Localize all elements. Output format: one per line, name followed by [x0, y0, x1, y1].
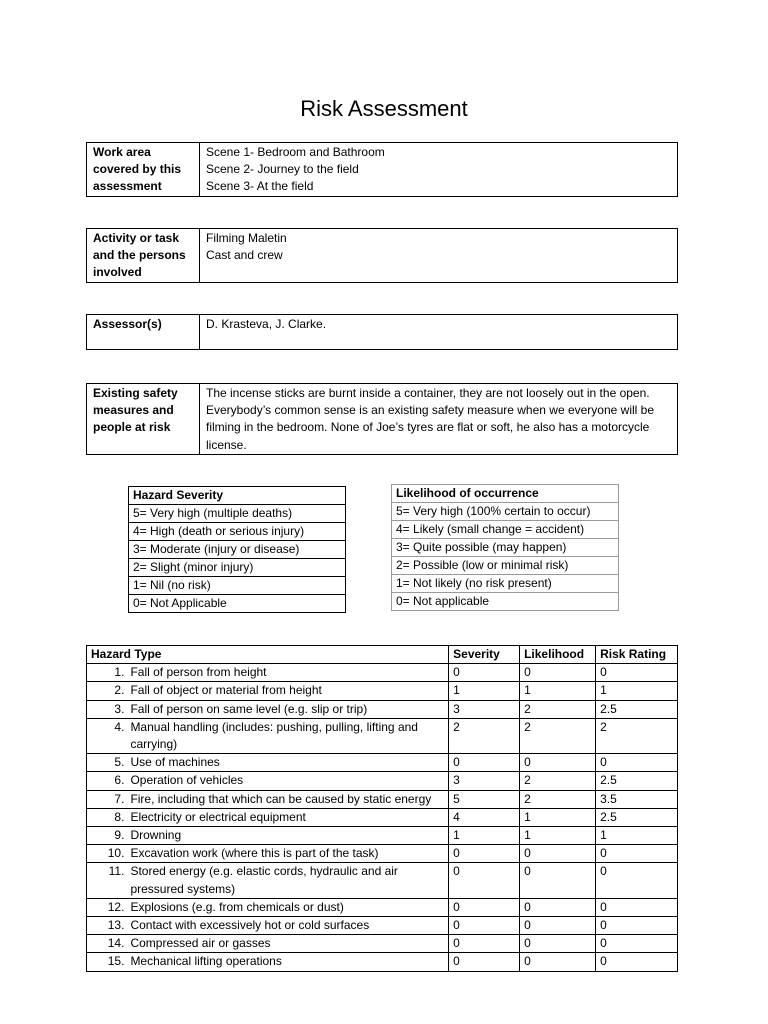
hazard-number: 3.	[87, 700, 127, 718]
hazard-number: 5.	[87, 754, 127, 772]
likelihood-value: 0	[520, 917, 596, 935]
hazard-row	[87, 790, 678, 808]
likelihood-header: Likelihood	[520, 646, 596, 664]
hazard-type-header: Hazard Type	[87, 646, 449, 664]
severity-value: 0	[449, 664, 520, 682]
severity-scale-item: 2= Slight (minor injury)	[129, 559, 346, 577]
likelihood-scale-item: 4= Likely (small change = accident)	[392, 521, 619, 539]
risk-rating-value: 3.5	[596, 790, 678, 808]
page-title: Risk Assessment	[300, 96, 468, 121]
hazard-table-header-row	[87, 646, 678, 664]
hazard-row	[87, 700, 678, 718]
likelihood-value: 0	[520, 863, 596, 898]
work-area-label: Work area covered by this assessment	[87, 143, 200, 197]
risk-rating-value: 0	[596, 754, 678, 772]
risk-rating-value: 0	[596, 863, 678, 898]
risk-rating-value: 1	[596, 682, 678, 700]
safety-label: Existing safety measures and people at risk	[87, 384, 200, 455]
severity-value: 2	[449, 718, 520, 753]
hazard-type: Fall of person on same level (e.g. slip or trip)	[126, 700, 448, 718]
work-area-line: Scene 2- Journey to the field	[206, 162, 359, 177]
severity-scale-table	[128, 486, 346, 613]
safety-table	[86, 383, 678, 455]
risk-rating-value: 0	[596, 917, 678, 935]
hazard-type: Drowning	[126, 827, 448, 845]
work-area-table	[86, 142, 678, 197]
severity-value: 0	[449, 863, 520, 898]
hazard-type: Contact with excessively hot or cold surfaces	[126, 917, 448, 935]
likelihood-scale-item: 3= Quite possible (may happen)	[392, 539, 619, 557]
likelihood-value: 0	[520, 845, 596, 863]
hazard-row	[87, 898, 678, 916]
likelihood-scale-header: Likelihood of occurrence	[392, 485, 619, 503]
work-area-line: Scene 1- Bedroom and Bathroom	[206, 145, 385, 159]
activity-table	[86, 228, 678, 283]
severity-scale-item: 0= Not Applicable	[129, 595, 346, 613]
assessors-value: D. Krasteva, J. Clarke.	[200, 315, 678, 350]
hazard-row	[87, 718, 678, 753]
hazard-number: 4.	[87, 718, 127, 753]
severity-value: 1	[449, 827, 520, 845]
hazard-type: Electricity or electrical equipment	[126, 808, 448, 826]
hazard-number: 13.	[87, 917, 127, 935]
likelihood-scale-item: 1= Not likely (no risk present)	[392, 575, 619, 593]
severity-value: 1	[449, 682, 520, 700]
activity-label: Activity or task and the persons involved	[87, 229, 200, 283]
hazard-table	[86, 645, 678, 972]
hazard-row	[87, 863, 678, 898]
hazard-row	[87, 682, 678, 700]
hazard-type: Excavation work (where this is part of the task)	[126, 845, 448, 863]
hazard-row	[87, 664, 678, 682]
hazard-row	[87, 754, 678, 772]
severity-value: 3	[449, 700, 520, 718]
risk-rating-value: 0	[596, 898, 678, 916]
hazard-type: Stored energy (e.g. elastic cords, hydraulic and air pressured systems)	[126, 863, 448, 898]
likelihood-value: 2	[520, 772, 596, 790]
hazard-number: 1.	[87, 664, 127, 682]
risk-rating-value: 2.5	[596, 808, 678, 826]
risk-rating-header: Risk Rating	[596, 646, 678, 664]
hazard-row	[87, 845, 678, 863]
work-area-line: Scene 3- At the field	[206, 179, 314, 194]
hazard-type: Mechanical lifting operations	[126, 953, 448, 971]
activity-line: Cast and crew	[206, 248, 283, 263]
likelihood-value: 0	[520, 935, 596, 953]
hazard-row	[87, 772, 678, 790]
likelihood-value: 0	[520, 664, 596, 682]
work-area-value	[200, 143, 678, 197]
hazard-row	[87, 827, 678, 845]
assessors-table	[86, 314, 678, 350]
safety-value: The incense sticks are burnt inside a container, they are not loosely out in the open. Everybody’s common sense is an existing safety measure when we everyone will be filming in the bedroom. None of Joe’s tyres are flat or soft, he also has a motorcycle license.	[200, 384, 678, 455]
risk-rating-value: 2	[596, 718, 678, 753]
risk-rating-value: 0	[596, 664, 678, 682]
risk-rating-value: 0	[596, 935, 678, 953]
severity-value: 0	[449, 754, 520, 772]
hazard-type: Fall of object or material from height	[126, 682, 448, 700]
hazard-type: Fall of person from height	[126, 664, 448, 682]
severity-value: 0	[449, 845, 520, 863]
hazard-type: Operation of vehicles	[126, 772, 448, 790]
likelihood-scale-item: 2= Possible (low or minimal risk)	[392, 557, 619, 575]
hazard-row	[87, 808, 678, 826]
assessors-label: Assessor(s)	[87, 315, 200, 350]
severity-scale-header: Hazard Severity	[129, 487, 346, 505]
hazard-number: 14.	[87, 935, 127, 953]
risk-rating-value: 2.5	[596, 700, 678, 718]
severity-value: 0	[449, 917, 520, 935]
likelihood-value: 2	[520, 700, 596, 718]
severity-value: 0	[449, 898, 520, 916]
severity-scale-item: 3= Moderate (injury or disease)	[129, 541, 346, 559]
hazard-number: 9.	[87, 827, 127, 845]
severity-value: 4	[449, 808, 520, 826]
likelihood-scale-item: 5= Very high (100% certain to occur)	[392, 503, 619, 521]
risk-rating-value: 1	[596, 827, 678, 845]
activity-line: Filming Maletin	[206, 231, 287, 245]
severity-scale-item: 5= Very high (multiple deaths)	[129, 505, 346, 523]
severity-value: 3	[449, 772, 520, 790]
likelihood-scale-table	[391, 484, 619, 611]
likelihood-value: 1	[520, 808, 596, 826]
risk-rating-value: 0	[596, 953, 678, 971]
likelihood-scale-item: 0= Not applicable	[392, 593, 619, 611]
risk-rating-value: 0	[596, 845, 678, 863]
activity-value	[200, 229, 678, 283]
likelihood-value: 0	[520, 898, 596, 916]
likelihood-value: 1	[520, 682, 596, 700]
severity-header: Severity	[449, 646, 520, 664]
hazard-type: Use of machines	[126, 754, 448, 772]
severity-value: 0	[449, 935, 520, 953]
hazard-number: 6.	[87, 772, 127, 790]
severity-scale-item: 4= High (death or serious injury)	[129, 523, 346, 541]
hazard-number: 15.	[87, 953, 127, 971]
hazard-number: 8.	[87, 808, 127, 826]
hazard-type: Manual handling (includes: pushing, pulling, lifting and carrying)	[126, 718, 448, 753]
hazard-number: 11.	[87, 863, 127, 898]
severity-value: 0	[449, 953, 520, 971]
risk-rating-value: 2.5	[596, 772, 678, 790]
hazard-number: 10.	[87, 845, 127, 863]
severity-scale-item: 1= Nil (no risk)	[129, 577, 346, 595]
likelihood-value: 0	[520, 953, 596, 971]
hazard-type: Fire, including that which can be caused by static energy	[126, 790, 448, 808]
likelihood-value: 2	[520, 718, 596, 753]
hazard-type: Explosions (e.g. from chemicals or dust)	[126, 898, 448, 916]
likelihood-value: 1	[520, 827, 596, 845]
hazard-row	[87, 935, 678, 953]
hazard-number: 7.	[87, 790, 127, 808]
hazard-number: 12.	[87, 898, 127, 916]
severity-value: 5	[449, 790, 520, 808]
hazard-type: Compressed air or gasses	[126, 935, 448, 953]
likelihood-value: 0	[520, 754, 596, 772]
hazard-row	[87, 917, 678, 935]
hazard-number: 2.	[87, 682, 127, 700]
likelihood-value: 2	[520, 790, 596, 808]
hazard-row	[87, 953, 678, 971]
